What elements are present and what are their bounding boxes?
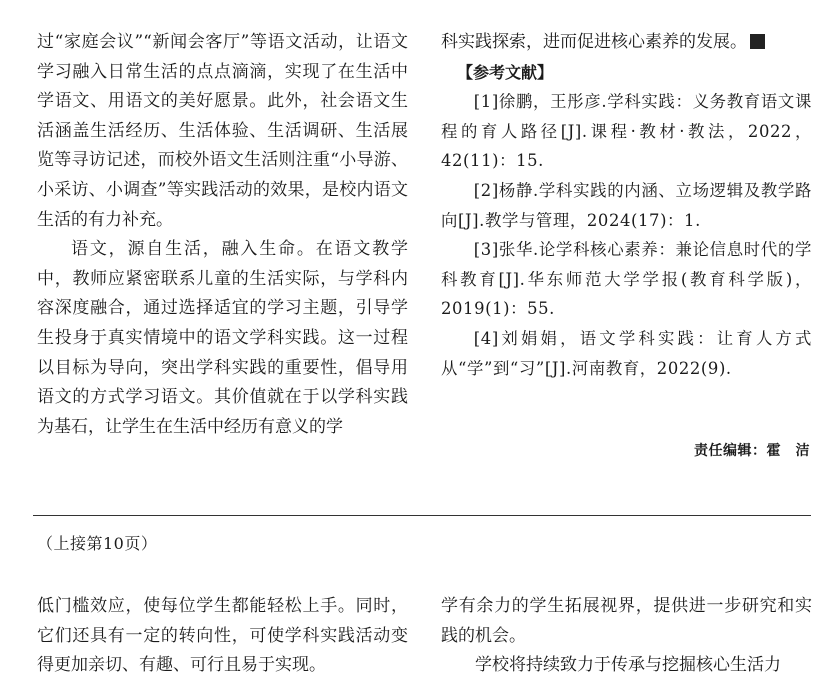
- article-column-bottom-right: [441, 592, 812, 681]
- article-column-top-right: [441, 28, 812, 383]
- paragraph: 过“家庭会议”“新闻会客厅”等语文活动，让语文学习融入日常生活的点点滴滴，实现了在生活中学语文、用语文的美好愿景。此外，社会语文生活涵盖生活经历、生活体验、生活调研、生活展览等寻访记述，而校外语文生活则注重“小导游、小采访、小调查”等实践活动的效果，是校内语文生活的有力补充。: [37, 32, 408, 230]
- paragraph: 学有余力的学生拓展视界，提供进一步研究和实践的机会。: [441, 596, 812, 646]
- references-heading: 【参考文献】: [457, 62, 554, 82]
- continued-from-note: （上接第10页）: [37, 534, 158, 553]
- reference-item: [4]刘娟娟，语文学科实践：让育人方式从“学”到“习”[J].河南教育，2022(9).: [441, 328, 812, 378]
- reference-item: [1]徐鹏，王彤彦.学科实践：义务教育语文课程的育人路径[J].课程·教材·教法，2022，42(11)：15.: [441, 92, 812, 171]
- reference-item: [2]杨静.学科实践的内涵、立场逻辑及教学路向[J].教学与管理，2024(17)：1.: [441, 180, 812, 230]
- section-divider: [33, 515, 811, 516]
- paragraph-text: 科实践探索，进而促进核心素养的发展。: [441, 32, 747, 52]
- paragraph: 学校将持续致力于传承与挖掘核心生活力: [475, 655, 781, 676]
- reference-item: [3]张华.论学科核心素养：兼论信息时代的学科教育[J].华东师范大学学报(教育科学版)，2019(1)：55.: [441, 240, 812, 319]
- responsible-editor: 责任编辑：霍 洁: [694, 443, 810, 459]
- paragraph: [441, 28, 812, 58]
- end-of-article-icon: [750, 34, 765, 49]
- article-column-bottom-left: [37, 592, 408, 681]
- paragraph: 低门槛效应，使每位学生都能轻松上手。同时，它们还具有一定的转向性，可使学科实践活动变得更加亲切、有趣、可行且易于实现。: [37, 596, 408, 676]
- paragraph: 语文，源自生活，融入生命。在语文教学中，教师应紧密联系儿童的生活实际，与学科内容深度融合，通过选择适宜的学习主题，引导学生投身于真实情境中的语文学科实践。这一过程以目标为导向，突出学科实践的重要性，倡导用语文的方式学习语文。其价值就在于以学科实践为基石，让学生在生活中经历有意义的学: [37, 239, 408, 437]
- article-column-top-left: [37, 28, 408, 442]
